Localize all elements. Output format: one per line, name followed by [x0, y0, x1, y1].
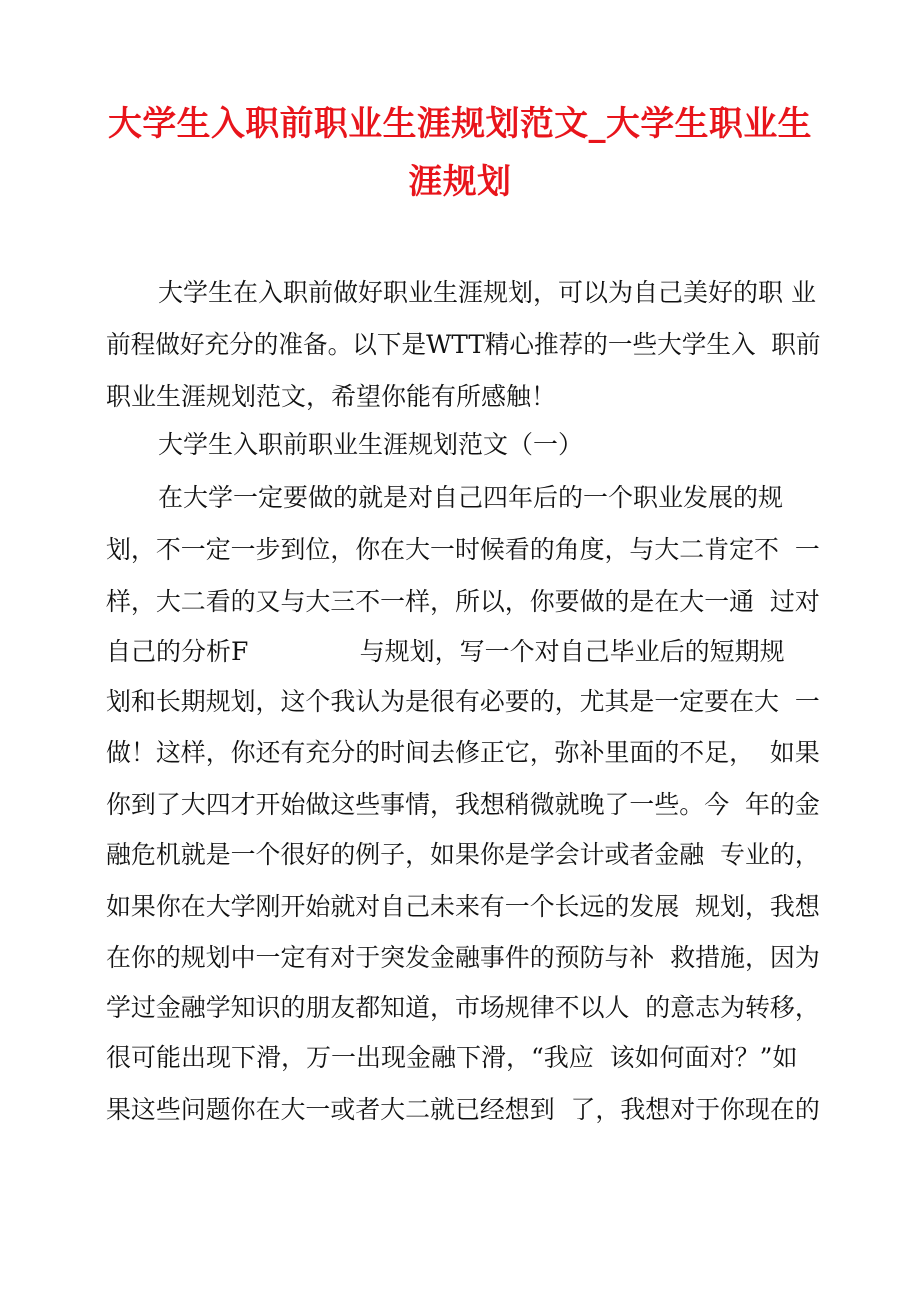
body-paragraph-line: 划和长期规划，这个我认为是很有必要的，尤其是一定要在大 一: [106, 687, 820, 716]
body-paragraph-line: 在大学一定要做的就是对自己四年后的一个职业发展的规: [158, 483, 784, 512]
body-paragraph-line: 在你的规划中一定有对于突发金融事件的预防与补 救措施，因为: [106, 943, 820, 972]
body-paragraph-line: 你到了大四才开始做这些事情，我想稍微就晚了一些。今 年的金: [106, 790, 820, 819]
intro-paragraph-line: 前程做好充分的准备。以下是WTT精心推荐的一些大学生入 职前: [106, 330, 821, 359]
body-paragraph-line: 如果你在大学刚开始就对自己未来有一个长远的发展 规划，我想: [106, 892, 820, 921]
document-title-line-2: 涯规划: [408, 162, 512, 202]
body-paragraph-line: 做！这样，你还有充分的时间去修正它，弥补里面的不足， 如果: [106, 738, 820, 767]
body-paragraph-line: 划，不一定一步到位，你在大一时候看的角度，与大二肯定不 一: [106, 535, 820, 564]
document-title-line-1: 大学生入职前职业生涯规划范文_大学生职业生: [108, 104, 812, 144]
body-paragraph-line: 很可能出现下滑，万一出现金融下滑，“我应 该如何面对？”如: [106, 1043, 798, 1072]
intro-paragraph-line: 大学生在入职前做好职业生涯规划，可以为自己美好的职 业: [158, 278, 816, 307]
intro-paragraph-line: 职业生涯规划范文，希望你能有所感触！: [106, 382, 557, 411]
body-paragraph-line: 自己的分析F 与规划，写一个对自己毕业后的短期规: [106, 637, 785, 666]
body-paragraph-line: 融危机就是一个很好的例子，如果你是学会计或者金融 专业的，: [106, 840, 820, 869]
body-paragraph-line: 样，大二看的又与大三不一样，所以，你要做的是在大一通 过对: [106, 587, 820, 616]
body-paragraph-line: 学过金融学知识的朋友都知道，市场规律不以人 的意志为转移，: [106, 993, 820, 1022]
body-paragraph-line: 果这些问题你在大一或者大二就已经想到 了，我想对于你现在的: [106, 1095, 820, 1124]
section-heading: 大学生入职前职业生涯规划范文（一）: [158, 430, 584, 459]
